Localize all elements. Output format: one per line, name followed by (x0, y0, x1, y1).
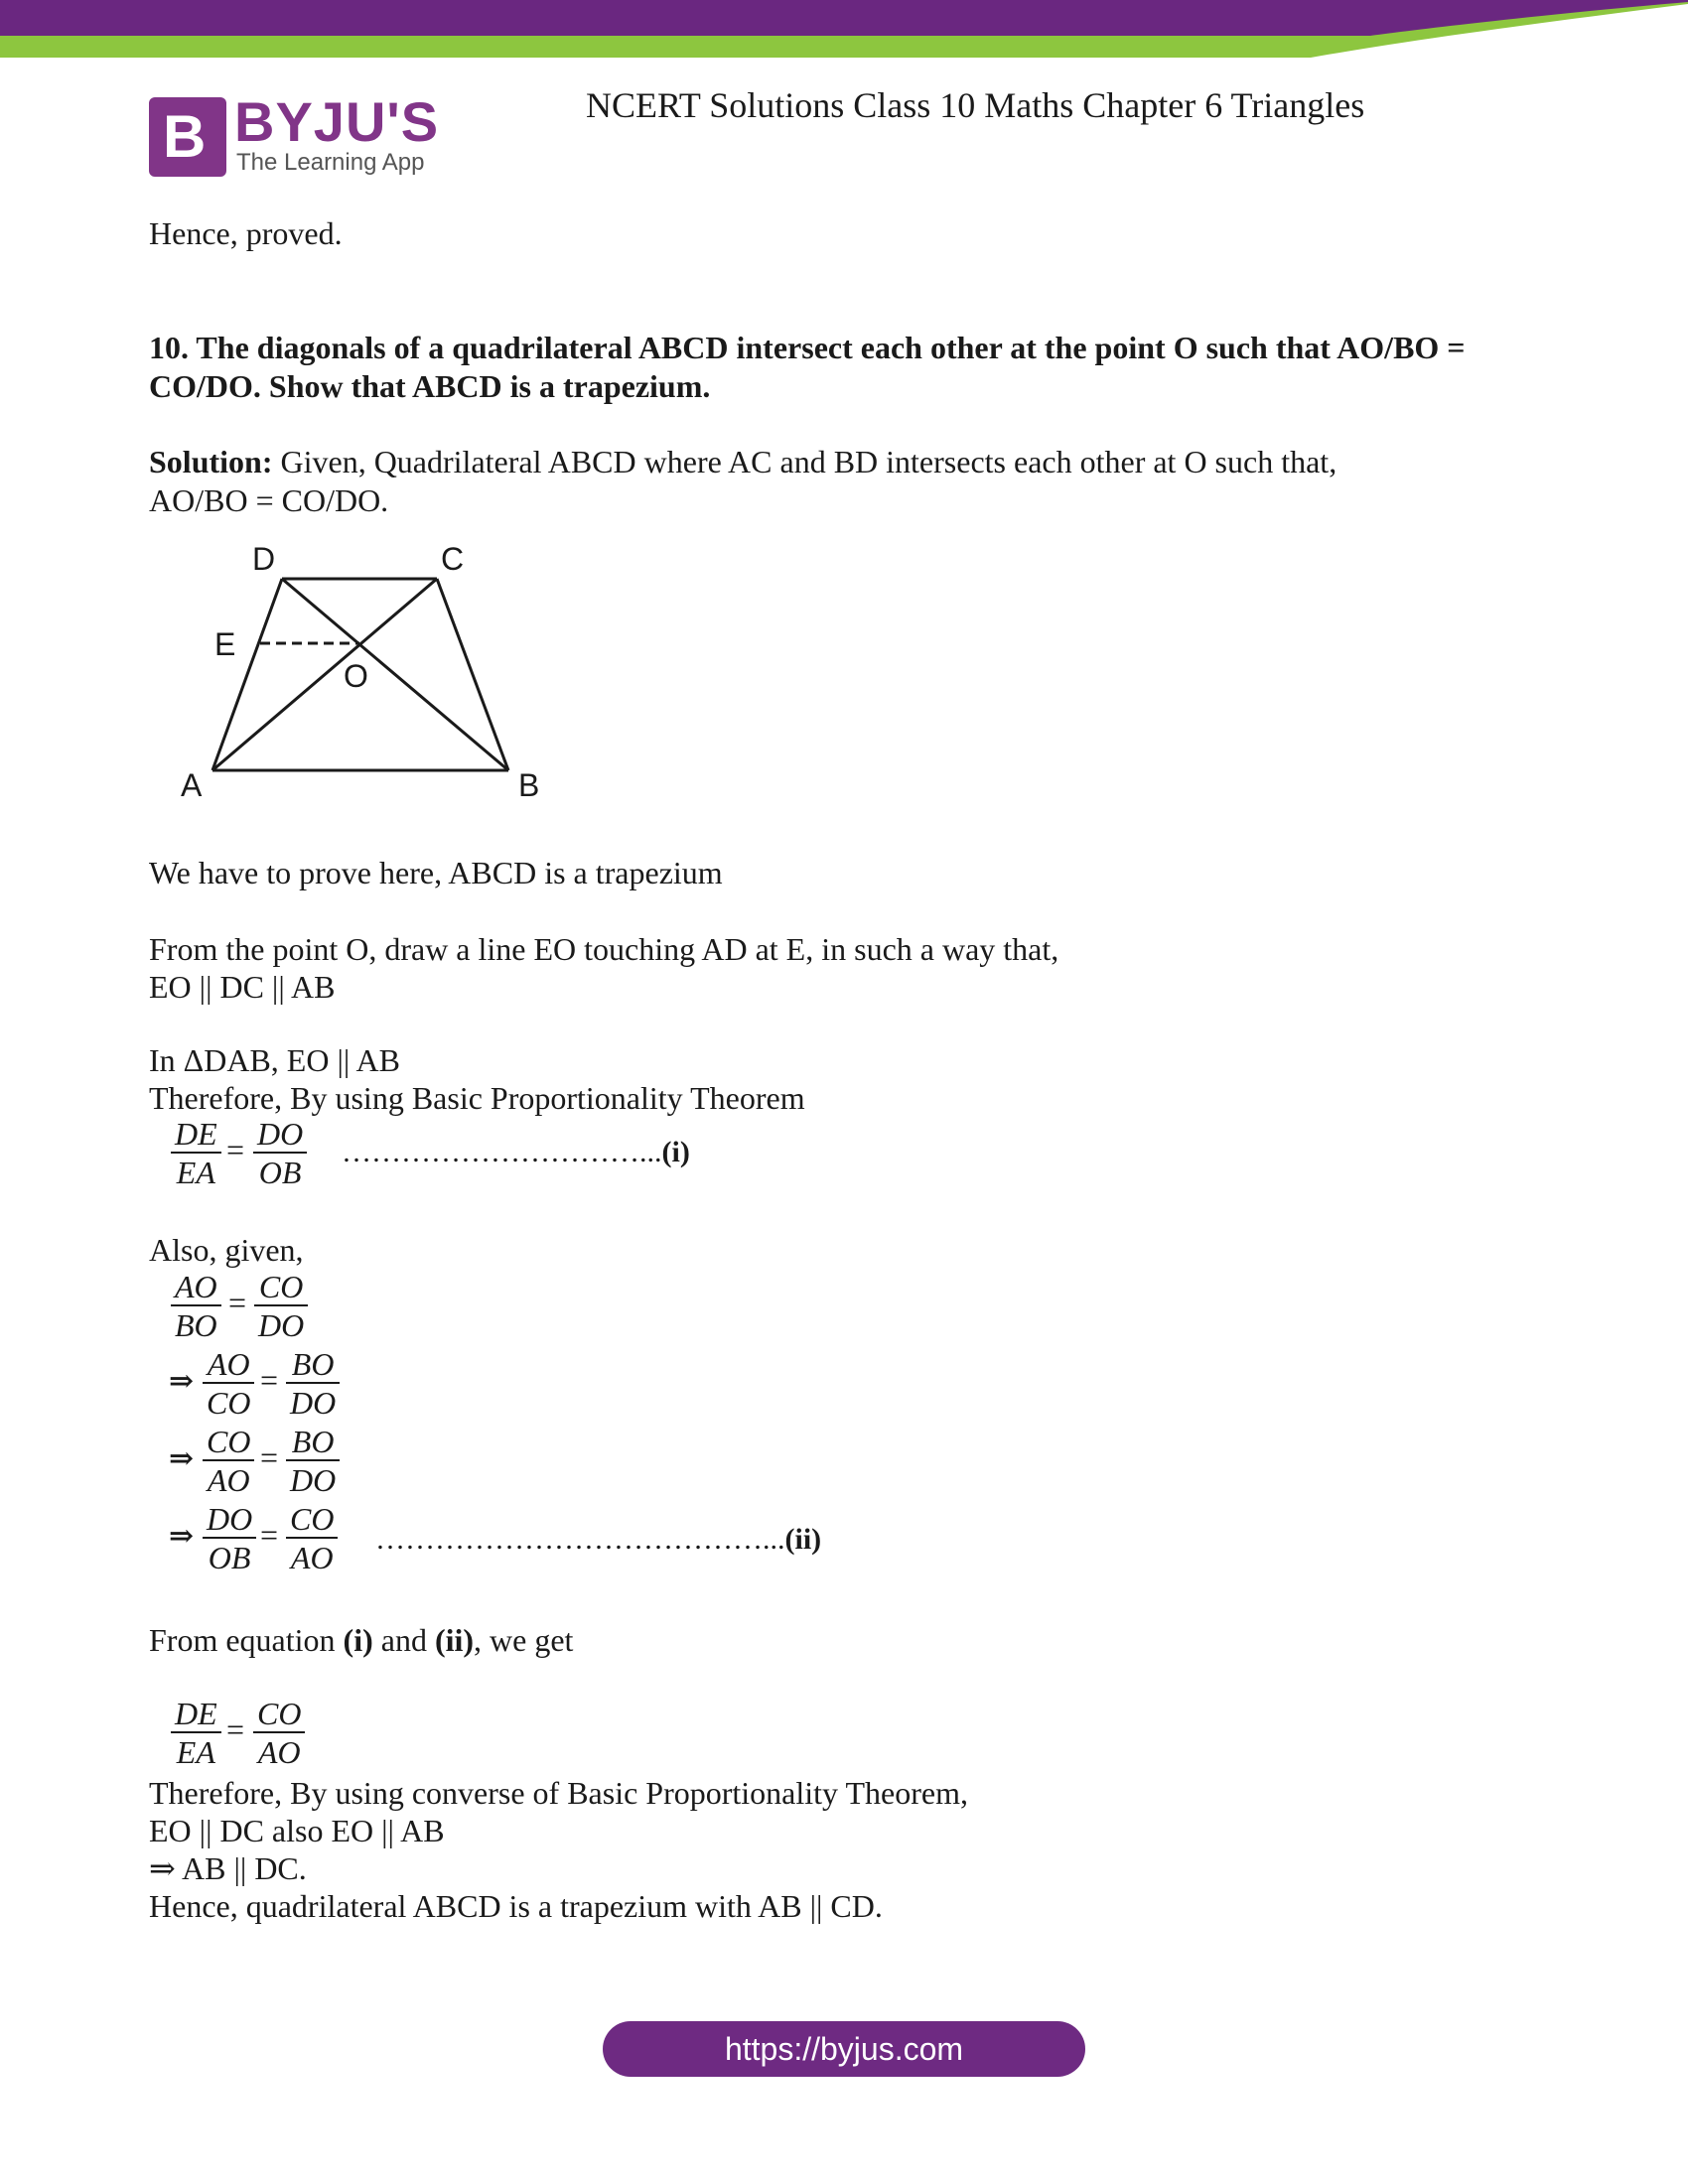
solution-label: Solution: (149, 444, 273, 479)
label-e: E (214, 626, 236, 662)
diagonal-bd (282, 579, 508, 770)
given-ratio: AO/BO = CO/DO. (149, 482, 389, 518)
label-a: A (181, 767, 203, 803)
question-line-1: 10. The diagonals of a quadrilateral ABCD intersect each other at the point O such that AO/BO = (149, 330, 1466, 365)
page-header-title: NCERT Solutions Class 10 Maths Chapter 6 Triangles (586, 85, 1365, 125)
converse-line: Therefore, By using converse of Basic Proportionality Theorem, (149, 1775, 968, 1811)
hence-proved-text: Hence, proved. (149, 215, 343, 251)
solution-line (149, 443, 1336, 480)
construct-line-2: EO || DC || AB (149, 969, 336, 1005)
construct-line-1: From the point O, draw a line EO touching AD at E, in such a way that, (149, 931, 1059, 967)
trapezium-diagram (169, 536, 566, 814)
solution-text: Given, Quadrilateral ABCD where AC and BD intersects each other at O such that, (272, 444, 1337, 479)
question-line-2: CO/DO. Show that ABCD is a trapezium. (149, 368, 711, 404)
in-triangle-line: In ΔDAB, EO || AB (149, 1042, 400, 1078)
label-c: C (441, 541, 465, 577)
logo-letter: B (163, 103, 207, 170)
label-o: O (344, 658, 368, 694)
header-decor-bar (0, 0, 1688, 60)
prove-line: We have to prove here, ABCD is a trapezium (149, 855, 723, 890)
logo-tagline: The Learning App (236, 149, 425, 176)
logo-name: BYJU'S (234, 90, 440, 153)
footer-url-link[interactable]: https://byjus.com (603, 2021, 1085, 2077)
from-equation-line: From equation (i) and (ii), we get (149, 1622, 574, 1658)
logo-mark (149, 97, 226, 177)
bpt-line: Therefore, By using Basic Proportionality Theorem (149, 1080, 805, 1116)
byjus-logo (149, 90, 447, 181)
label-d: D (252, 541, 276, 577)
also-given: Also, given, (149, 1232, 304, 1268)
parallel-line: EO || DC also EO || AB (149, 1813, 445, 1848)
implies-line: ⇒ AB || DC. (149, 1850, 307, 1886)
label-b: B (518, 767, 540, 803)
conclusion-line: Hence, quadrilateral ABCD is a trapezium with AB || CD. (149, 1888, 883, 1924)
